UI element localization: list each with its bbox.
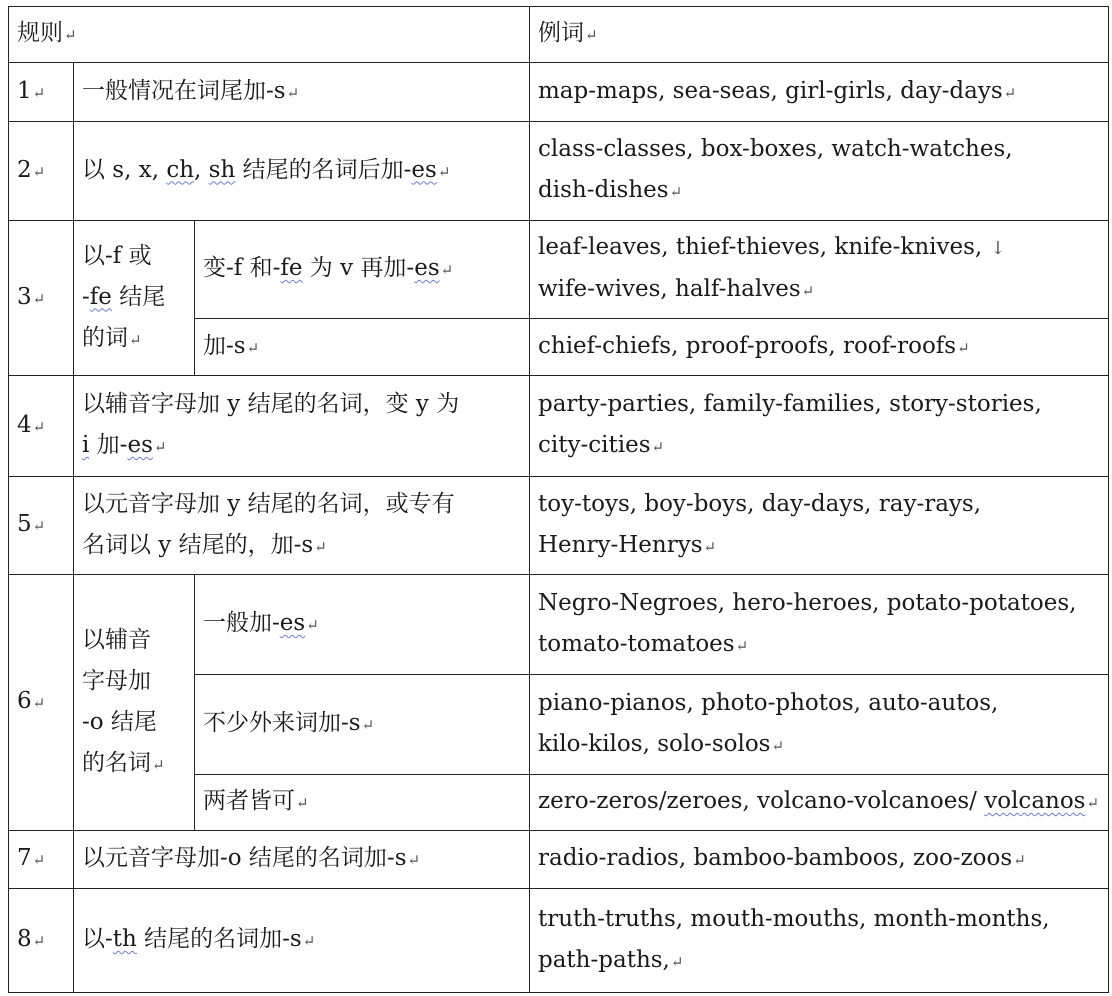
example-cell: party-parties, family-families, story-stories, city-cities↵ (530, 376, 1109, 477)
example-cell: piano-pianos, photo-photos, auto-autos, kilo-kilos, solo-solos↵ (530, 675, 1109, 775)
row-number: 7↵ (9, 831, 74, 889)
rule-cell: 以辅音字母加 y 结尾的名词，变 y 为 i 加-es↵ (74, 376, 530, 477)
rule-cell: 以 s, x, ch, sh 结尾的名词后加-es↵ (74, 122, 530, 221)
example-cell: radio-radios, bamboo-bamboos, zoo-zoos↵ (530, 831, 1109, 889)
rule-cell: 以-th 结尾的名词加-s↵ (74, 889, 530, 993)
row-number: 2↵ (9, 122, 74, 221)
header-row (9, 7, 1109, 63)
example-cell: toy-toys, boy-boys, day-days, ray-rays, Henry-Henrys↵ (530, 477, 1109, 575)
row-number: 5↵ (9, 477, 74, 575)
header-rule: 规则↵ (9, 7, 530, 63)
table-row (9, 831, 1109, 889)
example-cell: chief-chiefs, proof-proofs, roof-roofs↵ (530, 319, 1109, 376)
example-cell: leaf-leaves, thief-thieves, knife-knives, ↓ wife-wives, half-halves↵ (530, 221, 1109, 319)
table-row (9, 376, 1109, 477)
sub-rule-cell: 一般加-es↵ (195, 575, 530, 675)
table-row (9, 122, 1109, 221)
row-number: 6↵ (9, 575, 74, 831)
example-cell: class-classes, box-boxes, watch-watches, dish-dishes↵ (530, 122, 1109, 221)
sub-rule-cell: 两者皆可↵ (195, 775, 530, 831)
table-row (9, 477, 1109, 575)
sub-rule-cell: 加-s↵ (195, 319, 530, 376)
table-row (9, 575, 1109, 675)
rule-cell: 以元音字母加 y 结尾的名词，或专有 名词以 y 结尾的，加-s↵ (74, 477, 530, 575)
sub-rule-cell: 变-f 和-fe 为 v 再加-es↵ (195, 221, 530, 319)
row-number: 8↵ (9, 889, 74, 993)
rule-cell: 一般情况在词尾加-s↵ (74, 63, 530, 122)
rule-cell: 以元音字母加-o 结尾的名词加-s↵ (74, 831, 530, 889)
table-row (9, 221, 1109, 319)
row-number: 4↵ (9, 376, 74, 477)
example-cell: map-maps, sea-seas, girl-girls, day-days↵ (530, 63, 1109, 122)
example-cell: truth-truths, mouth-mouths, month-months, path-paths,↵ (530, 889, 1109, 993)
example-cell: Negro-Negroes, hero-heroes, potato-potatoes, tomato-tomatoes↵ (530, 575, 1109, 675)
row-number: 1↵ (9, 63, 74, 122)
table-row (9, 63, 1109, 122)
rule-group-cell: 以辅音 字母加 -o 结尾 的名词↵ (74, 575, 195, 831)
row-number: 3↵ (9, 221, 74, 376)
header-example: 例词↵ (530, 7, 1109, 63)
plural-rules-table (8, 6, 1109, 993)
sub-rule-cell: 不少外来词加-s↵ (195, 675, 530, 775)
rule-group-cell: 以-f 或 -fe 结尾 的词↵ (74, 221, 195, 376)
table-row (9, 889, 1109, 993)
example-cell: zero-zeros/zeroes, volcano-volcanoes/ volcanos↵ (530, 775, 1109, 831)
